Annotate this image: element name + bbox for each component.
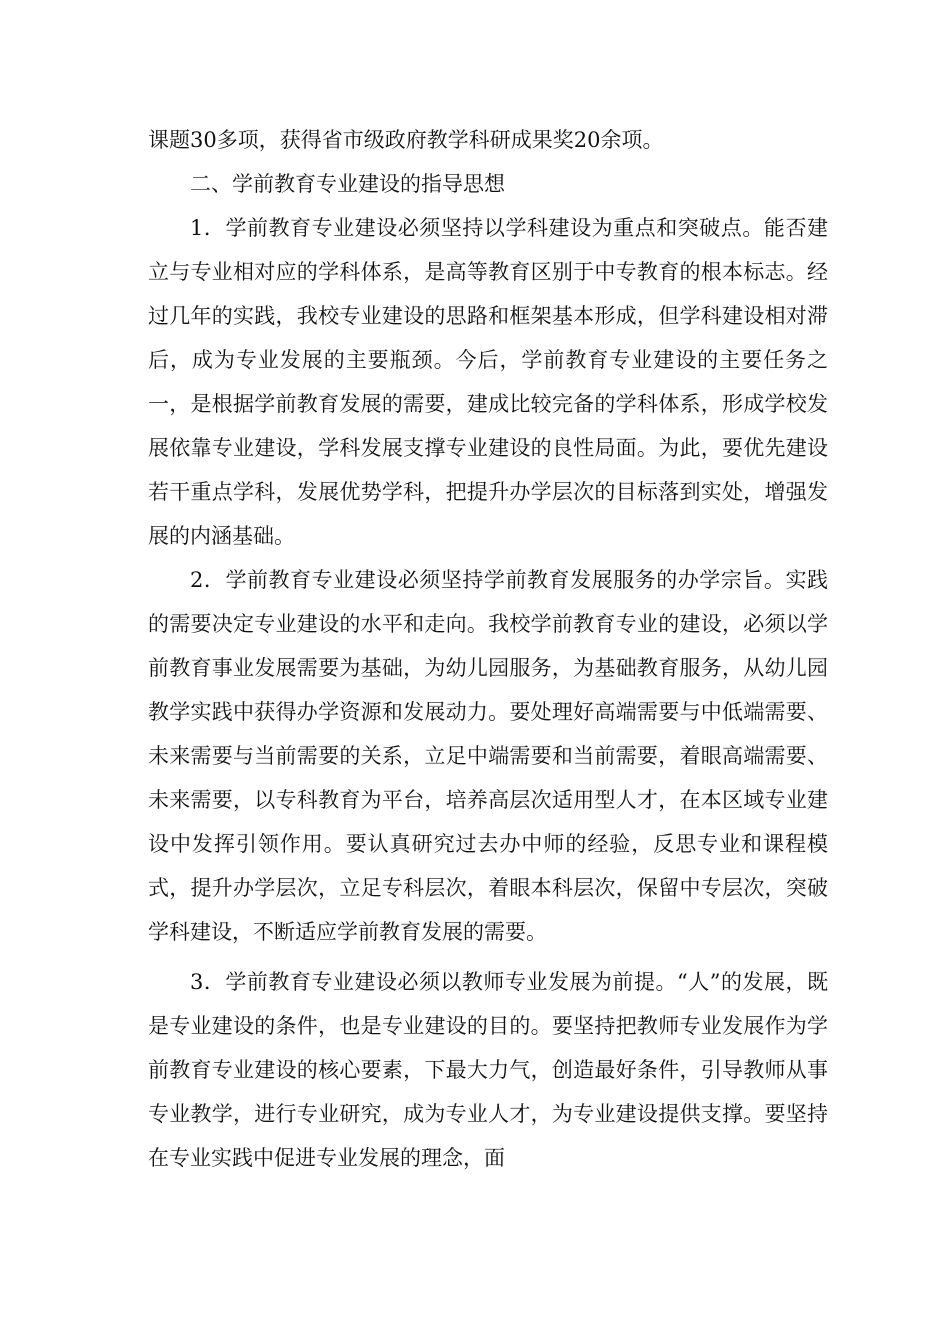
paragraph-1: 1．学前教育专业建设必须坚持以学科建设为重点和突破点。能否建立与专业相对应的学科体系，是高等教育区别于中专教育的根本标志。经过几年的实践，我校专业建设的思路和框架基本形成，但学科建设相对滞后，成为专业发展的主要瓶颈。今后，学前教育专业建设的主要任务之一，是根据学前教育发展的需要，建成比较完备的学科体系，形成学校发展依靠专业建设，学科发展支撑专业建设的良性局面。为此，要优先建设若干重点学科，发展优势学科，把提升办学层次的目标落到实处，增强发展的内涵基础。 xyxy=(148,216,828,548)
section-heading: 二、学前教育专业建设的指导思想 xyxy=(190,172,505,196)
paragraph-3: 3．学前教育专业建设必须以教师专业发展为前提。“人”的发展，既是专业建设的条件，也是专业建设的目的。要坚持把教师专业发展作为学前教育专业建设的核心要素，下最大力气，创造最好条件，引导教师从事专业教学，进行专业研究，成为专业人才，为专业建设提供支撑。要坚持在专业实践中促进专业发展的理念，面 xyxy=(148,970,828,1170)
document-page xyxy=(148,118,828,1180)
paragraph-2: 2．学前教育专业建设必须坚持学前教育发展服务的办学宗旨。实践的需要决定专业建设的水平和走向。我校学前教育专业的建设，必须以学前教育事业发展需要为基础，为幼儿园服务，为基础教育服务，从幼儿园教学实践中获得办学资源和发展动力。要处理好高端需要与中低端需要、未来需要与当前需要的关系，立足中端需要和当前需要，着眼高端需要、未来需要，以专科教育为平台，培养高层次适用型人才，在本区域专业建设中发挥引领作用。要认真研究过去办中师的经验，反思专业和课程模式，提升办学层次，立足专科层次，着眼本科层次，保留中专层次，突破学科建设，不断适应学前教育发展的需要。 xyxy=(148,568,828,944)
paragraph-continuation: 课题30多项，获得省市级政府教学科研成果奖20余项。 xyxy=(148,128,664,152)
